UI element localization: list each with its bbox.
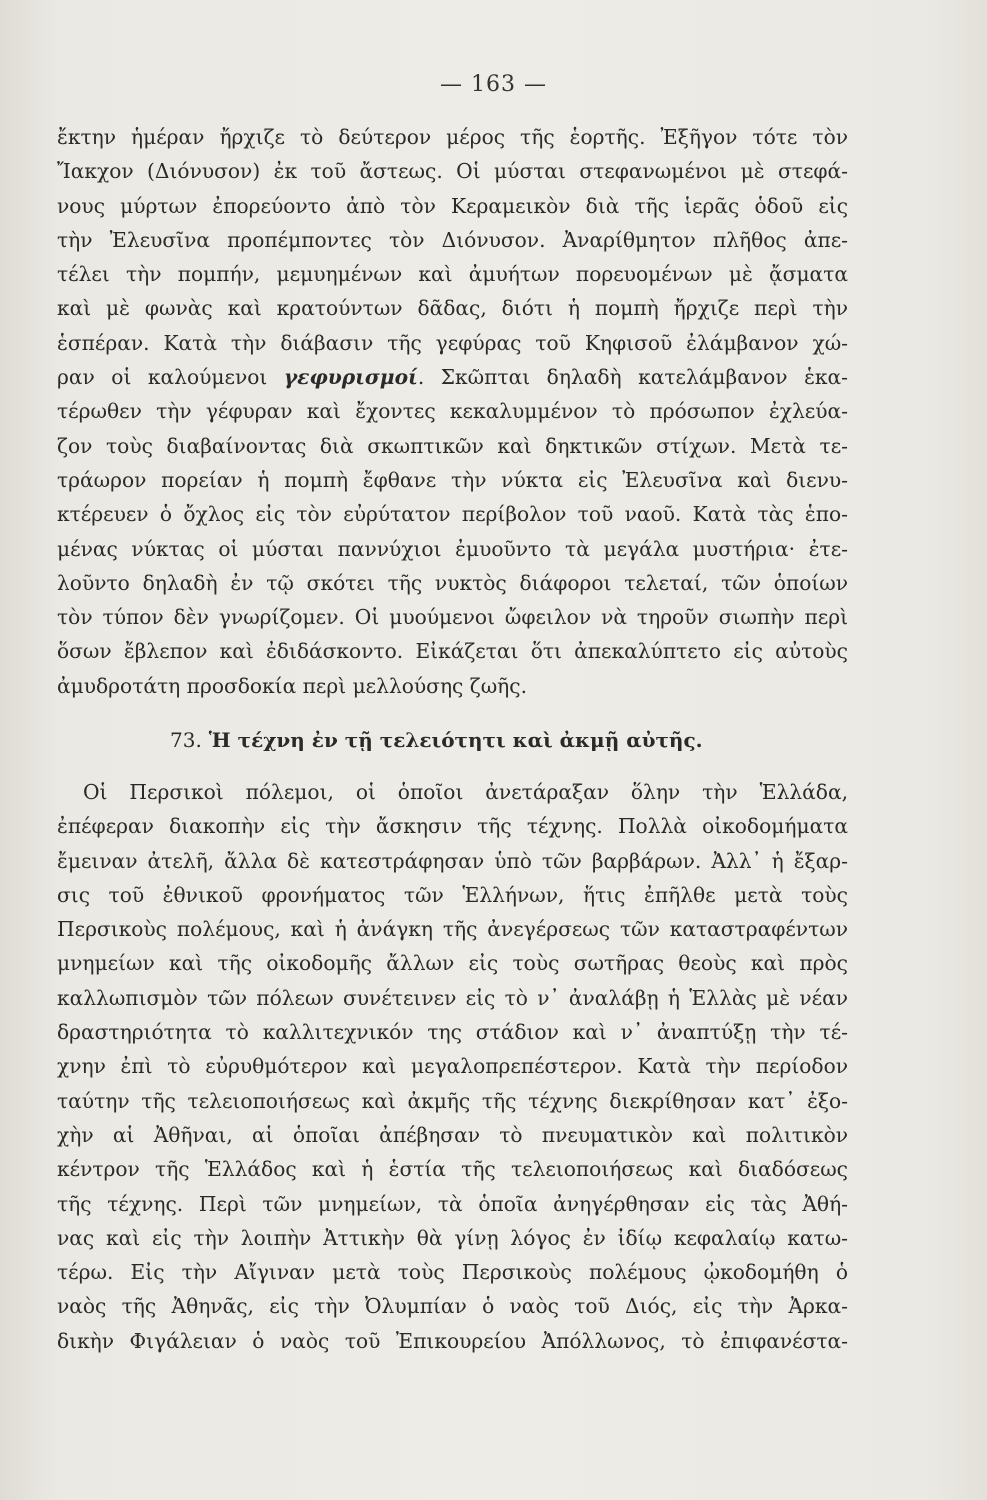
- text-segment: ραν οἱ καλούμενοι: [57, 365, 284, 390]
- section-heading: [170, 728, 703, 752]
- text-line: ναὸς τῆς Ἀθηνᾶς, εἰς τὴν Ὀλυμπίαν ὁ ναὸς τοῦ Διός, εἰς τὴν Ἀρκα-: [57, 1294, 848, 1319]
- text-line: λοῦντο δηλαδὴ ἐν τῷ σκότει τῆς νυκτὸς διάφοροι τελεταί, τῶν ὁποίων: [57, 570, 848, 595]
- text-line: τέρωθεν τὴν γέφυραν καὶ ἔχοντες κεκαλυμμένον τὸ πρόσωπον ἐχλεύα-: [57, 399, 848, 424]
- text-line: κτέρευεν ὁ ὄχλος εἰς τὸν εὐρύτατον περίβολον τοῦ ναοῦ. Κατὰ τὰς ἑπο-: [57, 502, 848, 527]
- page-number: — 163 —: [440, 72, 547, 97]
- text-line: τέλει τὴν πομπήν, μεμυημένων καὶ ἀμυήτων πορευομένων μὲ ᾄσματα: [57, 262, 848, 287]
- text-line: Περσικοὺς πολέμους, καὶ ἡ ἀνάγκη τῆς ἀνεγέρσεως τῶν καταστραφέντων: [57, 917, 848, 942]
- section-title: Ἡ τέχνη ἐν τῇ τελειότητι καὶ ἀκμῇ αὐτῆς.: [208, 728, 703, 752]
- text-line: μνημείων καὶ τῆς οἰκοδομῆς ἄλλων εἰς τοὺς σωτῆρας θεοὺς καὶ πρὸς: [57, 951, 848, 976]
- text-line: δραστηριότητα τὸ καλλιτεχνικόν της στάδιον καὶ ν᾽ ἀναπτύξῃ τὴν τέ-: [57, 1020, 848, 1045]
- text-line: ταύτην τῆς τελειοποιήσεως καὶ ἀκμῆς τῆς τέχνης διεκρίθησαν κατ᾽ ἐξο-: [57, 1088, 848, 1113]
- text-line: Οἱ Περσικοὶ πόλεμοι, οἱ ὁποῖοι ἀνετάραξαν ὅλην τὴν Ἑλλάδα,: [83, 780, 848, 804]
- text-segment: . Σκῶπται δηλαδὴ κατελάμβανον ἑκα-: [417, 365, 848, 390]
- text-line: μένας νύκτας οἱ μύσται παννύχιοι ἐμυοῦντο τὰ μεγάλα μυστήρια· ἐτε-: [57, 536, 848, 561]
- text-line: κέντρον τῆς Ἑλλάδος καὶ ἡ ἑστία τῆς τελειοποιήσεως καὶ διαδόσεως: [57, 1157, 848, 1182]
- text-line: χὴν αἱ Ἀθῆναι, αἱ ὁποῖαι ἀπέβησαν τὸ πνευματικὸν καὶ πολιτικὸν: [57, 1122, 848, 1147]
- text-line: καὶ μὲ φωνὰς καὶ κρατούντων δᾶδας, διότι ἡ πομπὴ ἤρχιζε περὶ τὴν: [57, 296, 848, 321]
- text-line: χνην ἐπὶ τὸ εὐρυθμότερον καὶ μεγαλοπρεπέστερον. Κατὰ τὴν περίοδον: [57, 1054, 848, 1079]
- text-line: ὅσων ἔβλεπον καὶ ἐδιδάσκοντο. Εἰκάζεται ὅτι ἀπεκαλύπτετο εἰς αὐτοὺς: [57, 639, 848, 664]
- text-line: τράωρον πορείαν ἡ πομπὴ ἔφθανε τὴν νύκτα εἰς Ἐλευσῖνα καὶ διενυ-: [57, 467, 848, 492]
- text-line: νους μύρτων ἐπορεύοντο ἀπὸ τὸν Κεραμεικὸν διὰ τῆς ἱερᾶς ὁδοῦ εἰς: [57, 193, 848, 218]
- text-line: τὴν Ἐλευσῖνα προπέμποντες τὸν Διόνυσον. Ἀναρίθμητον πλῆθος ἀπε-: [57, 227, 848, 252]
- text-line: ἔκτην ἡμέραν ἤρχιζε τὸ δεύτερον μέρος τῆς ἑορτῆς. Ἐξῆγον τότε τὸν: [57, 125, 848, 149]
- text-line-with-emphasis: [57, 360, 848, 394]
- paragraph-eleusinian-procession: [57, 120, 848, 703]
- paragraph-persian-wars-art: [57, 775, 848, 1358]
- text-line: Ἴακχον (Διόνυσον) ἐκ τοῦ ἄστεως. Οἱ μύσται στεφανωμένοι μὲ στεφά-: [57, 159, 848, 184]
- text-line: ἀμυδροτάτη προσδοκία περὶ μελλούσης ζωῆς.: [57, 673, 527, 698]
- text-line: τῆς τέχνης. Περὶ τῶν μνημείων, τὰ ὁποῖα ἀνηγέρθησαν εἰς τὰς Ἀθή-: [57, 1191, 848, 1216]
- text-line: ζον τοὺς διαβαίνοντας διὰ σκωπτικῶν καὶ δηκτικῶν στίχων. Μετὰ τε-: [57, 433, 848, 458]
- text-line: ἐπέφεραν διακοπὴν εἰς τὴν ἄσκησιν τῆς τέχνης. Πολλὰ οἰκοδομήματα: [57, 814, 848, 839]
- emphasized-term: γεφυρισμοί: [283, 365, 418, 390]
- text-line: τέρω. Εἰς τὴν Αἴγιναν μετὰ τοὺς Περσικοὺς πολέμους ᾠκοδομήθη ὁ: [57, 1260, 848, 1285]
- text-line: τὸν τύπον δὲν γνωρίζομεν. Οἱ μυούμενοι ὤφειλον νὰ τηροῦν σιωπὴν περὶ: [57, 605, 848, 630]
- text-line: δικὴν Φιγάλειαν ὁ ναὸς τοῦ Ἐπικουρείου Ἀπόλλωνος, τὸ ἐπιφανέστα-: [57, 1328, 848, 1353]
- text-line: νας καὶ εἰς τὴν λοιπὴν Ἀττικὴν θὰ γίνῃ λόγος ἐν ἰδίῳ κεφαλαίῳ κατω-: [57, 1225, 848, 1250]
- section-number: 73.: [170, 728, 202, 752]
- text-line: ἑσπέραν. Κατὰ τὴν διάβασιν τῆς γεφύρας τοῦ Κηφισοῦ ἐλάμβανον χώ-: [57, 330, 848, 355]
- text-line: καλλωπισμὸν τῶν πόλεων συνέτεινεν εἰς τὸ ν᾽ ἀναλάβῃ ἡ Ἑλλὰς μὲ νέαν: [57, 985, 848, 1010]
- text-line: ἔμειναν ἀτελῆ, ἄλλα δὲ κατεστράφησαν ὑπὸ τῶν βαρβάρων. Ἀλλ᾽ ἡ ἔξαρ-: [57, 848, 848, 873]
- text-line: σις τοῦ ἐθνικοῦ φρονήματος τῶν Ἑλλήνων, ἥτις ἐπῆλθε μετὰ τοὺς: [57, 882, 848, 907]
